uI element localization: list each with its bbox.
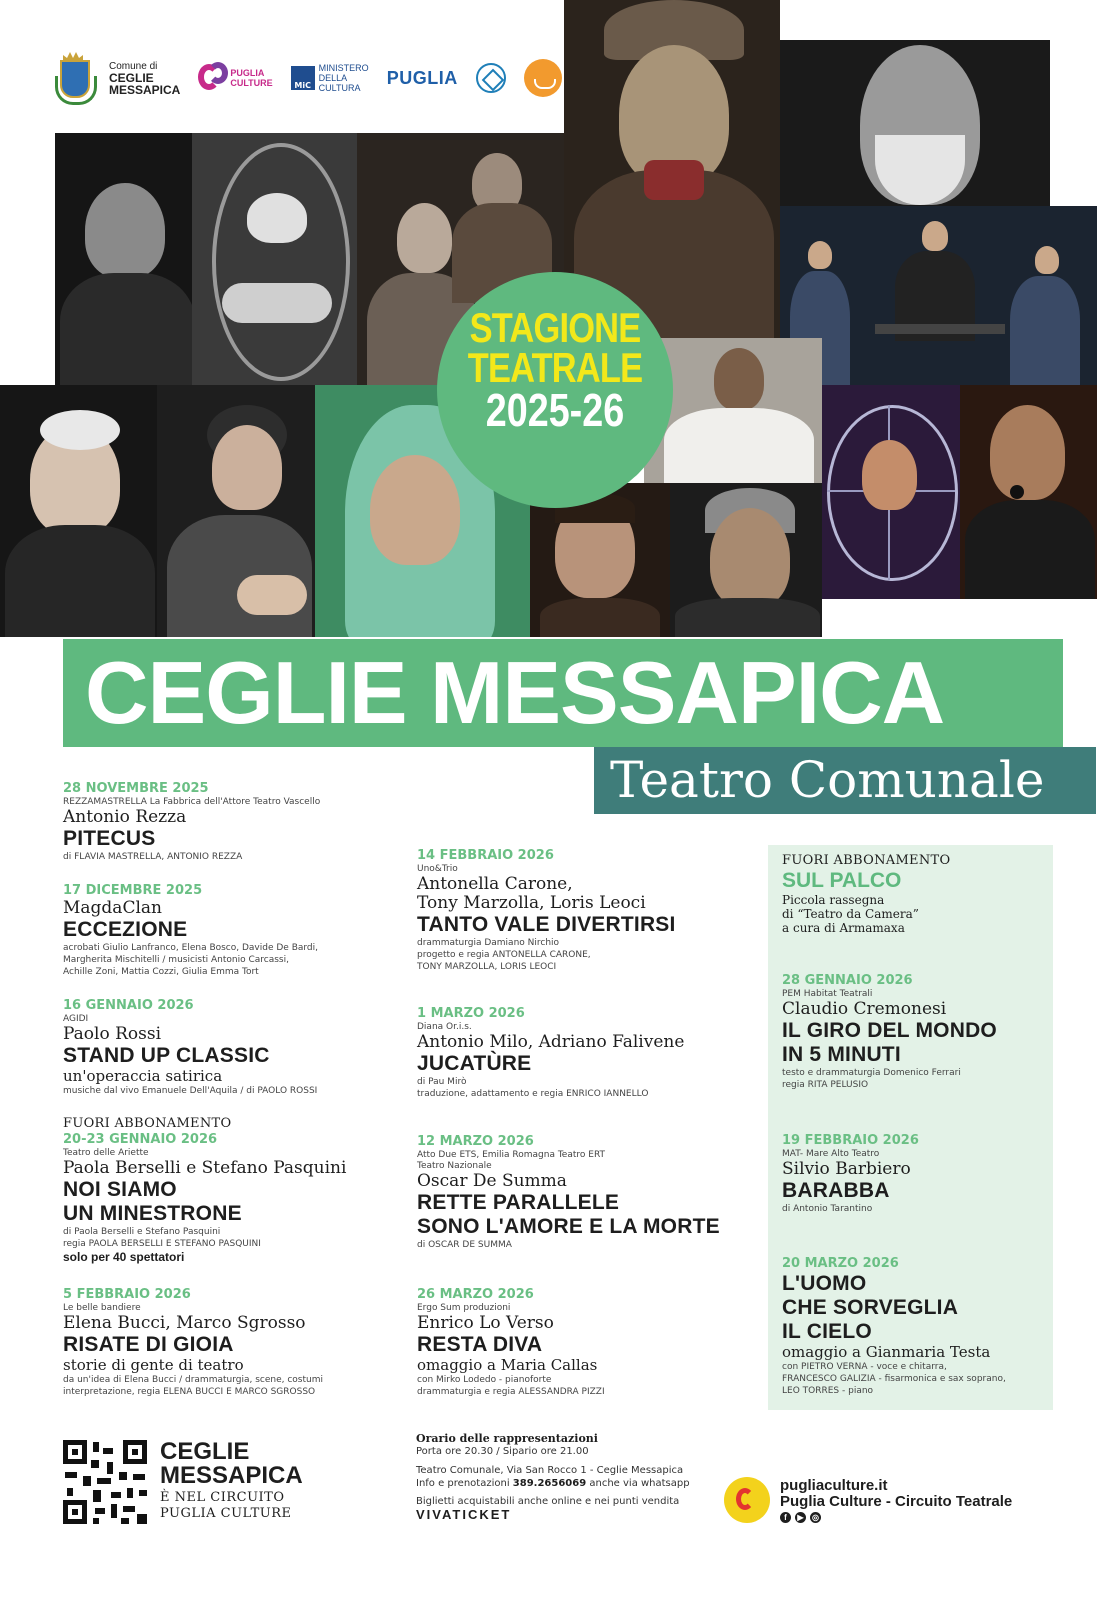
event-performer: Antonio Rezza [63,807,187,827]
site-link[interactable]: pugliaculture.it [780,1476,888,1494]
event-performer: Paolo Rossi [63,1024,162,1044]
event-credits: di Antonio Tarantino [782,1204,873,1214]
event-credits: TONY MARZOLLA, LORIS LEOCI [417,962,557,972]
event-risate-di-gioia [63,1287,393,1398]
event-show: UN MINESTRONE [63,1202,242,1225]
event-credits: regia PAOLA BERSELLI E STEFANO PASQUINI [63,1239,261,1249]
event-show: IN 5 MINUTI [782,1043,901,1066]
event-stand-up-classic [63,998,393,1097]
event-luomo-che-sorveglia [782,1256,1047,1397]
puglia-culture-footer [724,1477,1012,1523]
event-show: ECCEZIONE [63,918,188,941]
event-jucature [417,1006,747,1100]
footer-circuit-line1: È NEL CIRCUITO [160,1490,285,1505]
event-note: solo per 40 spettatori [63,1250,185,1264]
pc-line2: CULTURE [230,78,273,88]
event-credits: da un'idea di Elena Bucci / drammaturgia, scene, costumi [63,1375,323,1385]
event-date: 1 MARZO 2026 [417,1006,525,1021]
event-performer: Oscar De Summa [417,1171,567,1191]
season-badge [437,272,673,508]
event-credits: di Paola Berselli e Stefano Pasquini [63,1227,221,1237]
comune-line1: Comune di [109,60,158,72]
event-show: PITECUS [63,827,156,850]
event-company: Ergo Sum produzioni [417,1303,511,1313]
page-subtitle: Teatro Comunale [610,751,1045,809]
footer-city [160,1440,303,1488]
photo-laughing-woman [157,385,315,637]
round-emblem-icon [476,63,506,93]
address-text: Teatro Comunale, Via San Rocco 1 - Ceglie Messapica [416,1465,684,1476]
event-performer: Enrico Lo Verso [417,1313,554,1333]
event-resta-diva [417,1287,747,1398]
footer-circuit [160,1490,292,1522]
event-noi-siamo-un-minestrone [63,1116,393,1264]
fuori-abbonamento-label: FUORI ABBONAMENTO [63,1116,232,1131]
event-show: BARABBA [782,1179,890,1202]
footer-city-line1: CEGLIE [160,1438,250,1465]
event-performer: Claudio Cremonesi [782,999,947,1019]
event-performer: MagdaClan [63,898,162,918]
event-sul-palco [782,853,1042,935]
event-company: Diana Or.i.s. [417,1022,472,1032]
subtitle-band [594,747,1096,814]
logo-row [55,48,562,108]
photo-gray-hair-man [670,483,822,637]
event-credits: testo e drammaturgia Domenico Ferrari [782,1068,961,1078]
season-years: 2025-26 [485,384,625,436]
comune-line2: CEGLIE [109,70,154,85]
event-company: Teatro Nazionale [417,1161,492,1171]
mic-line2: DELLA [318,73,348,83]
event-description: di “Teatro da Camera” [782,907,919,921]
event-performer: Silvio Barbiero [782,1159,911,1179]
event-performer: Elena Bucci, Marco Sgrosso [63,1313,306,1333]
orario-title: Orario delle rappresentazioni [416,1432,598,1445]
event-barabba [782,1133,1047,1215]
event-date: 16 GENNAIO 2026 [63,998,194,1013]
photo-rezza [55,133,192,385]
info-suffix: anche via whatsapp [589,1478,690,1489]
event-description: a cura di Armamaxa [782,921,905,935]
footer-info [416,1432,716,1521]
event-tanto-vale-divertirsi [417,848,747,973]
event-show: SUL PALCO [782,869,902,892]
event-subtitle: storie di gente di teatro [63,1356,244,1374]
phone-number[interactable]: 389.2656069 [512,1478,587,1489]
event-credits: traduzione, adattamento e regia ENRICO IANNELLO [417,1089,649,1099]
event-show: SONO L'AMORE E LA MORTE [417,1215,720,1238]
event-date: 26 MARZO 2026 [417,1287,534,1302]
puglia-culture-logo [198,62,272,94]
event-credits: progetto e regia ANTONELLA CARONE, [417,950,591,960]
event-credits: di Pau Mirò [417,1077,467,1087]
puglia-culture-mark-icon [198,62,228,94]
event-show: IL GIRO DEL MONDO [782,1019,997,1042]
event-credits: con PIETRO VERNA - voce e chitarra, [782,1362,947,1372]
vivaticket-logo[interactable]: VIVATICKET [416,1507,512,1522]
event-show: RETTE PARALLELE [417,1191,620,1214]
event-credits: acrobati Giulio Lanfranco, Elena Bosco, Davide De Bardi, [63,943,319,953]
comune-logo-text [109,61,180,96]
comune-line3: MESSAPICA [109,82,181,97]
event-company: Le belle bandiere [63,1303,141,1313]
event-show: NOI SIAMO [63,1178,177,1201]
event-credits: drammaturgia e regia ALESSANDRA PIZZI [417,1387,605,1397]
event-company: PEM Habitat Teatrali [782,989,873,999]
event-date: 28 NOVEMBRE 2025 [63,781,209,796]
event-date: 20 MARZO 2026 [782,1256,899,1271]
event-performer: Paola Berselli e Stefano Pasquini [63,1158,347,1178]
photo-bearded-man [780,40,1050,206]
event-credits: Achille Zoni, Mattia Cozzi, Giulia Emma Tort [63,967,259,977]
event-date: 14 FEBBRAIO 2026 [417,848,554,863]
event-performer: Antonella Carone, [417,874,573,894]
comune-crest-icon [55,52,91,104]
pc-line1: PUGLIA [230,68,265,78]
event-subtitle: omaggio a Gianmaria Testa [782,1343,991,1361]
event-credits: di FLAVIA MASTRELLA, ANTONIO REZZA [63,852,243,862]
title-band [63,639,1063,747]
event-show: TANTO VALE DIVERTIRSI [417,913,676,936]
ministero-cultura-logo [291,63,369,93]
event-show: IL CIELO [782,1320,872,1343]
event-description: Piccola rassegna [782,893,885,907]
event-credits: Margherita Mischitelli / musicisti Antonio Carcassi, [63,955,289,965]
event-credits: con Mirko Lodedo - pianoforte [417,1375,552,1385]
social-icons [780,1512,1012,1523]
event-credits: interpretazione, regia ELENA BUCCI E MARCO SGROSSO [63,1387,316,1397]
event-credits: regia RITA PELUSIO [782,1080,869,1090]
event-subtitle: un'operaccia satirica [63,1067,223,1085]
footer-circuit-line2: PUGLIA CULTURE [160,1506,292,1521]
event-credits: FRANCESCO GALIZIA - fisarmonica e sax soprano, [782,1374,1006,1384]
event-show: RESTA DIVA [417,1333,543,1356]
event-company: AGIDI [63,1014,89,1024]
page-title: CEGLIE MESSAPICA [85,643,945,742]
mic-mark-icon: MiC [291,66,315,90]
event-pitecus [63,781,393,863]
season-line2: TEATRALE [467,344,643,391]
event-company: MAT- Mare Alto Teatro [782,1149,880,1159]
event-company: Teatro delle Ariette [63,1148,149,1158]
qr-code-icon[interactable] [63,1440,147,1524]
photo-wheel [822,385,960,599]
event-credits: drammaturgia Damiano Nirchio [417,938,560,948]
event-subtitle: omaggio a Maria Callas [417,1356,598,1374]
event-date: 28 GENNAIO 2026 [782,973,913,988]
event-company: Atto Due ETS, Emilia Romagna Teatro ERT [417,1150,606,1160]
footer-city-line2: MESSAPICA [160,1462,303,1489]
info-prefix: Info e prenotazioni [416,1478,510,1489]
event-show: JUCATÙRE [417,1052,532,1075]
event-il-giro-del-mondo [782,973,1047,1091]
event-performer: Antonio Milo, Adriano Falivene [417,1032,685,1052]
circuit-name: Puglia Culture - Circuito Teatrale [780,1492,1013,1510]
instagram-icon[interactable]: ◎ [810,1512,821,1523]
armamaxa-logo-icon [524,59,562,97]
event-credits: musiche dal vivo Emanuele Dell'Aquila / di PAOLO ROSSI [63,1086,318,1096]
event-show: RISATE DI GIOIA [63,1333,234,1356]
event-date: 19 FEBBRAIO 2026 [782,1133,919,1148]
event-performer: Tony Marzolla, Loris Leoci [417,893,646,913]
event-show: L'UOMO [782,1272,867,1295]
regione-puglia-logo: PUGLIA [386,67,458,88]
event-date: 20-23 GENNAIO 2026 [63,1132,218,1147]
event-company: Uno&Trio [417,864,458,874]
event-credits: LEO TORRES - piano [782,1386,874,1396]
youtube-icon[interactable]: ▶ [795,1512,806,1523]
event-eccezione [63,883,393,978]
photo-acrobats [192,133,357,385]
photo-three-men [780,206,1097,385]
facebook-icon[interactable]: f [780,1512,791,1523]
photo-singer-mic [960,385,1097,599]
photo-clown-hand [0,385,157,637]
mic-line1: MINISTERO [318,63,369,73]
mic-line3: CULTURA [318,83,361,93]
puglia-culture-round-logo-icon [724,1477,770,1523]
tickets-text: Biglietti acquistabili anche online e nei punti vendita [416,1496,680,1507]
event-credits: di OSCAR DE SUMMA [417,1240,512,1250]
event-show: CHE SORVEGLIA [782,1296,959,1319]
event-rette-parallele [417,1134,747,1251]
fuori-abbonamento-label: FUORI ABBONAMENTO [782,853,951,868]
event-show: STAND UP CLASSIC [63,1044,270,1067]
event-date: 5 FEBBRAIO 2026 [63,1287,191,1302]
season-line1: STAGIONE [469,304,641,351]
event-date: 17 DICEMBRE 2025 [63,883,203,898]
event-company: REZZAMASTRELLA La Fabbrica dell'Attore Teatro Vascello [63,797,321,807]
orario-text: Porta ore 20.30 / Sipario ore 21.00 [416,1446,589,1457]
event-date: 12 MARZO 2026 [417,1134,534,1149]
info-line [416,1477,716,1490]
